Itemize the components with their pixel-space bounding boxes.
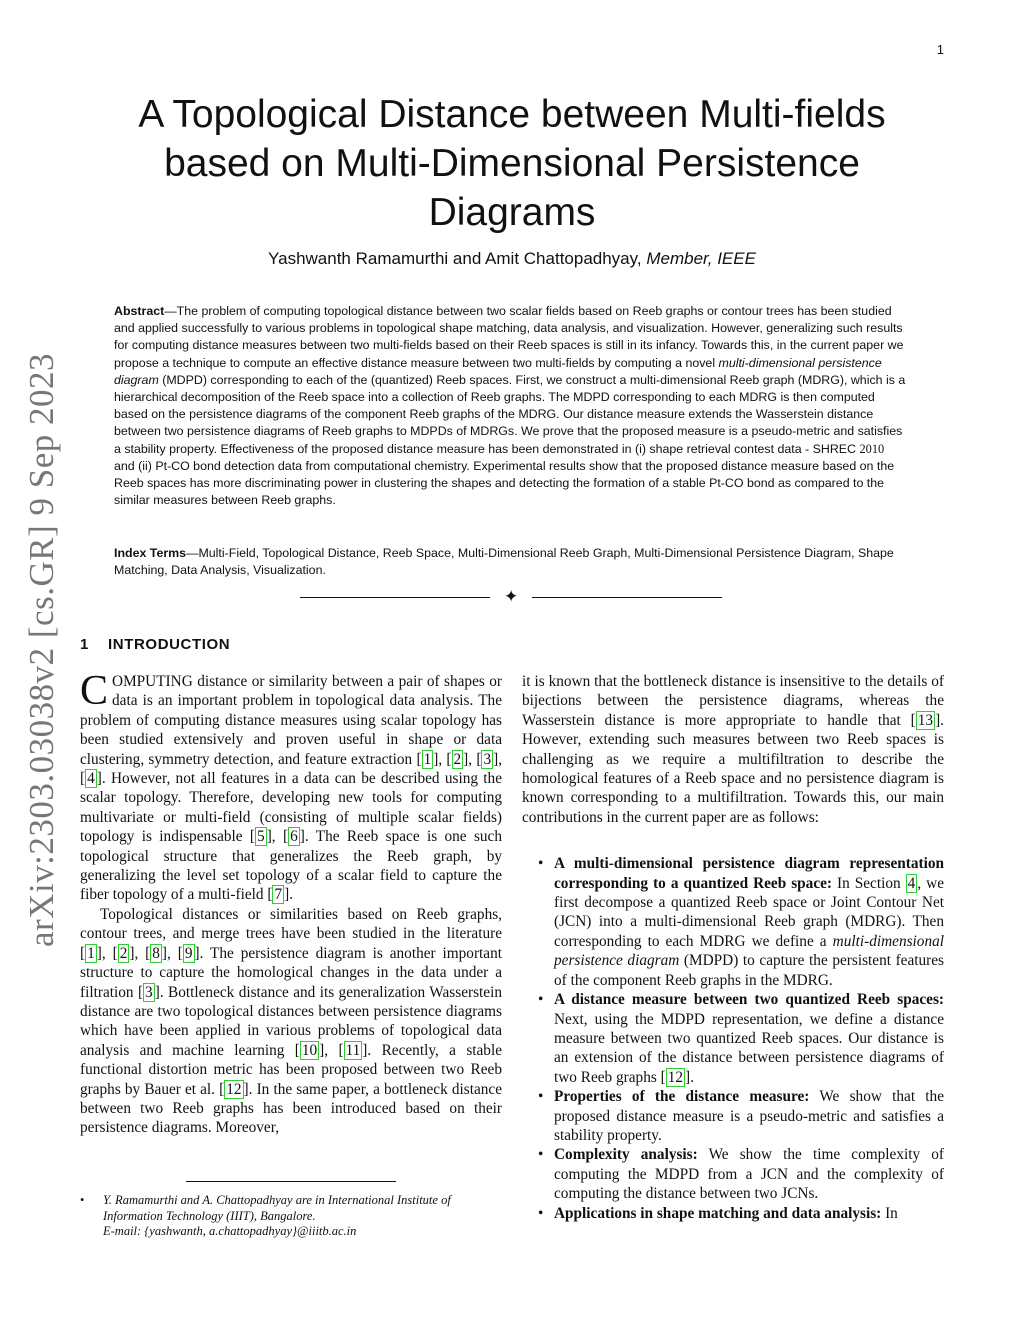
contributions-list — [522, 854, 944, 1223]
paragraph-text: . In the same paper, a bottleneck distance between two Reeb graphs has been introduced based on their persistence diagrams. Moreover, — [80, 1080, 502, 1137]
small-caps: OMPUTING — [112, 673, 193, 690]
authors — [110, 249, 914, 269]
section-heading — [80, 636, 230, 653]
paragraph-text: . Recently, a stable functional distortion metric has been proposed between two Reeb graphs by Bauer et al. — [80, 1041, 502, 1098]
paragraph-text: . However, not all features in a data can be described using the scalar topology. Therefore, developing new tools for computing multivariate or multi-field (consisting of multiple scalar fields) topology is indispensable — [80, 770, 502, 846]
citation-link[interactable]: 4 — [87, 770, 95, 788]
contribution-heading: A multi-dimensional persistence diagram representation corresponding to a quantized Reeb space: — [554, 855, 944, 892]
contribution-text: , we first decompose a quantized Reeb space or Joint Contour Net (JCN) into a multi-dimensional Reeb graph (MDRG). Then corresponding to each MDRG we define a — [554, 874, 944, 950]
abstract-emphasis: multi-dimensional persistence diagram — [114, 355, 882, 387]
abstract-label: Abstract — [114, 304, 165, 318]
paragraph-text: . The Reeb space is one such topological structure that generalizes the Reeb graph, by generalizing the level set topology of a scalar field to capture the fiber topology of a multi-field — [80, 828, 502, 904]
abstract-year: 2010 — [859, 441, 885, 456]
citation-link[interactable]: 2 — [453, 750, 462, 768]
abstract-text: and (ii) Pt-CO bond detection data from computational chemistry. Experimental results show that the proposed distance measure based on the Reeb spaces has more discriminating power in clustering the shapes and detecting the formation of a stable Pt-CO bond as compared to the similar measures between Reeb graphs. — [114, 458, 895, 508]
contribution-text: We show that the proposed distance measure is a pseudo-metric and satisfies a stability property. — [554, 1088, 944, 1144]
separator-line — [532, 597, 722, 598]
abstract — [114, 303, 908, 509]
contribution-text: (MDPD) to capture the persistent features of the component Reeb graphs in the MDRG. — [554, 952, 945, 989]
contribution-heading: A distance measure between two quantized Reeb spaces: — [554, 991, 944, 1009]
page-number: 1 — [936, 42, 944, 57]
contribution-emphasis: multi-dimensional persistence diagram — [554, 932, 944, 970]
intro-paragraph: it is known that the bottleneck distance is insensitive to the details of bijections between the persistence diagrams, whereas the Wasserstein distance is more appropriate to handle that [ 13 ]. However, extending such measures between two Reeb spaces is challenging as we require a multifiltration to describe the homological features of a Reeb space and no persistence diagram is known corresponding to a multifiltration. Towards this, our main contributions in the current paper are as follows: — [522, 673, 944, 826]
paragraph-text: it is known that the bottleneck distance is insensitive to the details of bijections between the persistence diagrams, whereas the Wasserstein distance is more appropriate to handle that — [522, 673, 944, 729]
contribution-text: We show the time complexity of computing the MDPD from a JCN and the complexity of computing the distance between two JCNs. — [554, 1146, 944, 1203]
list-item: • A distance measure between two quantized Reeb spaces: Next, using the MDPD representation, we define a distance measure between two quantized Reeb spaces. Our distance is an extension of the distance between persistence diagrams of two Reeb graphs [ 12 ]. — [538, 991, 944, 1086]
contribution-heading: Properties of the distance measure: — [554, 1088, 810, 1106]
footnote-rule — [186, 1181, 396, 1182]
arxiv-stamp[interactable] — [12, 352, 72, 948]
list-item: • Applications in shape matching and data analysis: In — [538, 1204, 898, 1222]
footnote-email: E-mail: {yashwanth, a.chattopadhyay}@iiitb.ac.in — [103, 1224, 357, 1238]
title-line: based on Multi-Dimensional Persistence — [164, 142, 860, 185]
intro-paragraph: COMPUTING distance or similarity between a pair of shapes or data is an important problem in topological data analysis. The problem of computing distance measures using scalar topology has been studied extensively and proven useful in shape or data clustering, symmetry detection, and feature extraction [ 1 ], [ 2 ], [ 3 ], [ 4 ]. However, not all features in a data can be described using the scalar topology. Therefore, developing new tools for computing multivariate or multi-field (consisting of multiple scalar fields) topology is indispensable [ 5 ], [ 6 ]. The Reeb space is one such topological structure that generalizes the Reeb graph, by generalizing the level set topology of a scalar field to capture the fiber topology of a multi-field [ 7 ]. — [80, 668, 503, 904]
citation-link[interactable]: 12 — [226, 1080, 242, 1098]
citation-link[interactable]: 3 — [483, 750, 492, 768]
contribution-text: Next, using the MDPD representation, we define a distance measure between two quantized Reeb spaces. Our distance is an extension of the distance between persistence diagrams of two Reeb graphs — [554, 1010, 944, 1086]
index-terms — [114, 545, 908, 579]
arxiv-stamp-text: arXiv:2303.03038v2 [cs.GR] 9 Sep 2023 — [22, 352, 61, 948]
citation-link[interactable]: 7 — [274, 886, 283, 904]
drop-cap: C — [80, 668, 109, 714]
left-column — [80, 668, 503, 1138]
author-names: Yashwanth Ramamurthi and Amit Chattopadhyay, — [268, 249, 642, 268]
citation-link[interactable]: 13 — [917, 711, 934, 729]
separator-line — [300, 597, 490, 598]
citation-link[interactable]: 11 — [345, 1041, 361, 1059]
list-item: • Properties of the distance measure: We show that the proposed distance measure is a pseudo-metric and satisfies a stability property. — [538, 1088, 944, 1144]
paragraph-text: Topological distances or similarities based on Reeb graphs, contour trees, and merge trees have been studied in the literature — [80, 905, 502, 943]
index-terms-text: —Multi-Field, Topological Distance, Reeb Space, Multi-Dimensional Reeb Graph, Multi-Dimensional Persistence Diagram, Shape Matching, Data Analysis, Visualization. — [114, 546, 894, 578]
title-line: Diagrams — [428, 191, 596, 234]
author-role: Member, IEEE — [646, 249, 756, 268]
intro-paragraph: Topological distances or similarities based on Reeb graphs, contour trees, and merge trees have been studied in the literature [ 1 ], [ 2 ], [ 8 ], [ 9 ]. The persistence diagram is another important structure to capture the homological changes in the data under a filtration [ 3 ]. Bottleneck distance and its generalization Wasserstein distance are two topological distances between persistence diagrams which have been applied in various problems of topological data analysis and machine learning [ 10 ], [ 11 ]. Recently, a stable functional distortion metric has been proposed between two Reeb graphs by Bauer et al. [ 12 ]. In the same paper, a bottleneck distance between two Reeb graphs has been introduced based on their persistence diagrams. Moreover, — [80, 905, 502, 1137]
section-link[interactable]: 4 — [907, 874, 916, 892]
right-column — [522, 672, 944, 1223]
abstract-text: —The problem of computing topological distance between two scalar fields based on Reeb graphs or contour trees has been studied and applied successfully to various problems in topological shape matching, data analysis, and visualization. However, generalizing such results for computing distance measures between two multi-fields based on their Reeb spaces is still in its infancy. Towards this, in the current paper we propose a technique to compute an effective distance measure between two multi-fields by computing a novel — [114, 304, 904, 370]
citation-link[interactable]: 9 — [184, 944, 193, 962]
citation-link[interactable]: 6 — [290, 828, 298, 846]
citation-link[interactable]: 10 — [301, 1041, 318, 1059]
contribution-heading: Complexity analysis: — [554, 1146, 698, 1164]
footnote — [80, 1193, 502, 1240]
citation-link[interactable]: 12 — [667, 1068, 684, 1086]
footnote-affiliation: Y. Ramamurthi and A. Chattopadhyay are in International Institute of Information Technology (IIIT), Bangalore. — [103, 1193, 451, 1223]
section-separator — [300, 587, 724, 606]
section-title: INTRODUCTION — [108, 636, 231, 653]
footnote-bullet: • — [80, 1193, 85, 1207]
contribution-text: In Section — [832, 874, 906, 892]
citation-link[interactable]: 1 — [423, 750, 432, 768]
paragraph-text: . However, extending such measures between two Reeb spaces is challenging as we require a multifiltration to describe the homological features of a Reeb space and no persistence diagram is known corresponding to a multifiltration. Towards this, our main contributions in the current paper are as follows: — [522, 711, 944, 826]
title-line: A Topological Distance between Multi-fields — [138, 93, 886, 136]
list-item: • A multi-dimensional persistence diagram representation corresponding to a quantized Reeb space: In Section 4 , we first decompose a quantized Reeb space or Joint Contour Net (JCN) into a multi-dimensional Reeb graph (MDRG). Then corresponding to each MDRG we define a multi-dimensional persistence diagram (MDPD) to capture the persistent features of the component Reeb graphs in the MDRG. — [538, 855, 945, 989]
citation-link[interactable]: 2 — [119, 944, 128, 962]
paper-title — [110, 90, 914, 237]
separator-glyph: ✦ — [504, 587, 519, 606]
paragraph-text: . Bottleneck distance and its generalization Wasserstein distance are two topological distances between persistence diagrams which have been applied in various problems of topological data analysis and machine learning — [80, 983, 502, 1059]
abstract-text: (MDPD) corresponding to each of the (quantized) Reeb spaces. First, we construct a multi-dimensional Reeb graph (MDRG), which is a hierarchical decomposition of the Reeb space into a collection of Reeb graphs. The MDPD corresponding to each MDRG is then computed based on the persistence diagrams of the component Reeb graphs of the MDRG. Our distance measure extends the Wasserstein distance between two persistence diagrams of Reeb graphs to MDPDs of MDRGs. We prove that the proposed measure is a pseudo-metric and satisfies a stability property. Effectiveness of the proposed distance measure has been demonstrated in (i) shape retrieval contest data - SHREC — [114, 372, 906, 456]
paragraph-text: distance or similarity between a pair of shapes or data is an important problem in topological data analysis. The problem of computing distance measures using scalar topology has been studied extensively and proven useful in shape or data clustering, symmetry detection, and feature extraction — [80, 673, 502, 768]
citation-link[interactable]: 1 — [87, 944, 95, 962]
list-item: • Complexity analysis: We show the time complexity of computing the MDPD from a JCN and the complexity of computing the distance between two JCNs. — [538, 1146, 944, 1203]
citation-link[interactable]: 8 — [152, 944, 160, 962]
contribution-heading: Applications in shape matching and data analysis: — [554, 1204, 882, 1222]
contribution-text: In — [881, 1204, 898, 1222]
index-terms-label: Index Terms — [114, 546, 187, 560]
citation-link[interactable]: 5 — [257, 828, 265, 846]
section-number: 1 — [80, 636, 89, 653]
citation-link[interactable]: 3 — [145, 983, 153, 1001]
paragraph-text: . The persistence diagram is another important structure to capture the homological changes in the data under a filtration — [80, 944, 502, 1001]
